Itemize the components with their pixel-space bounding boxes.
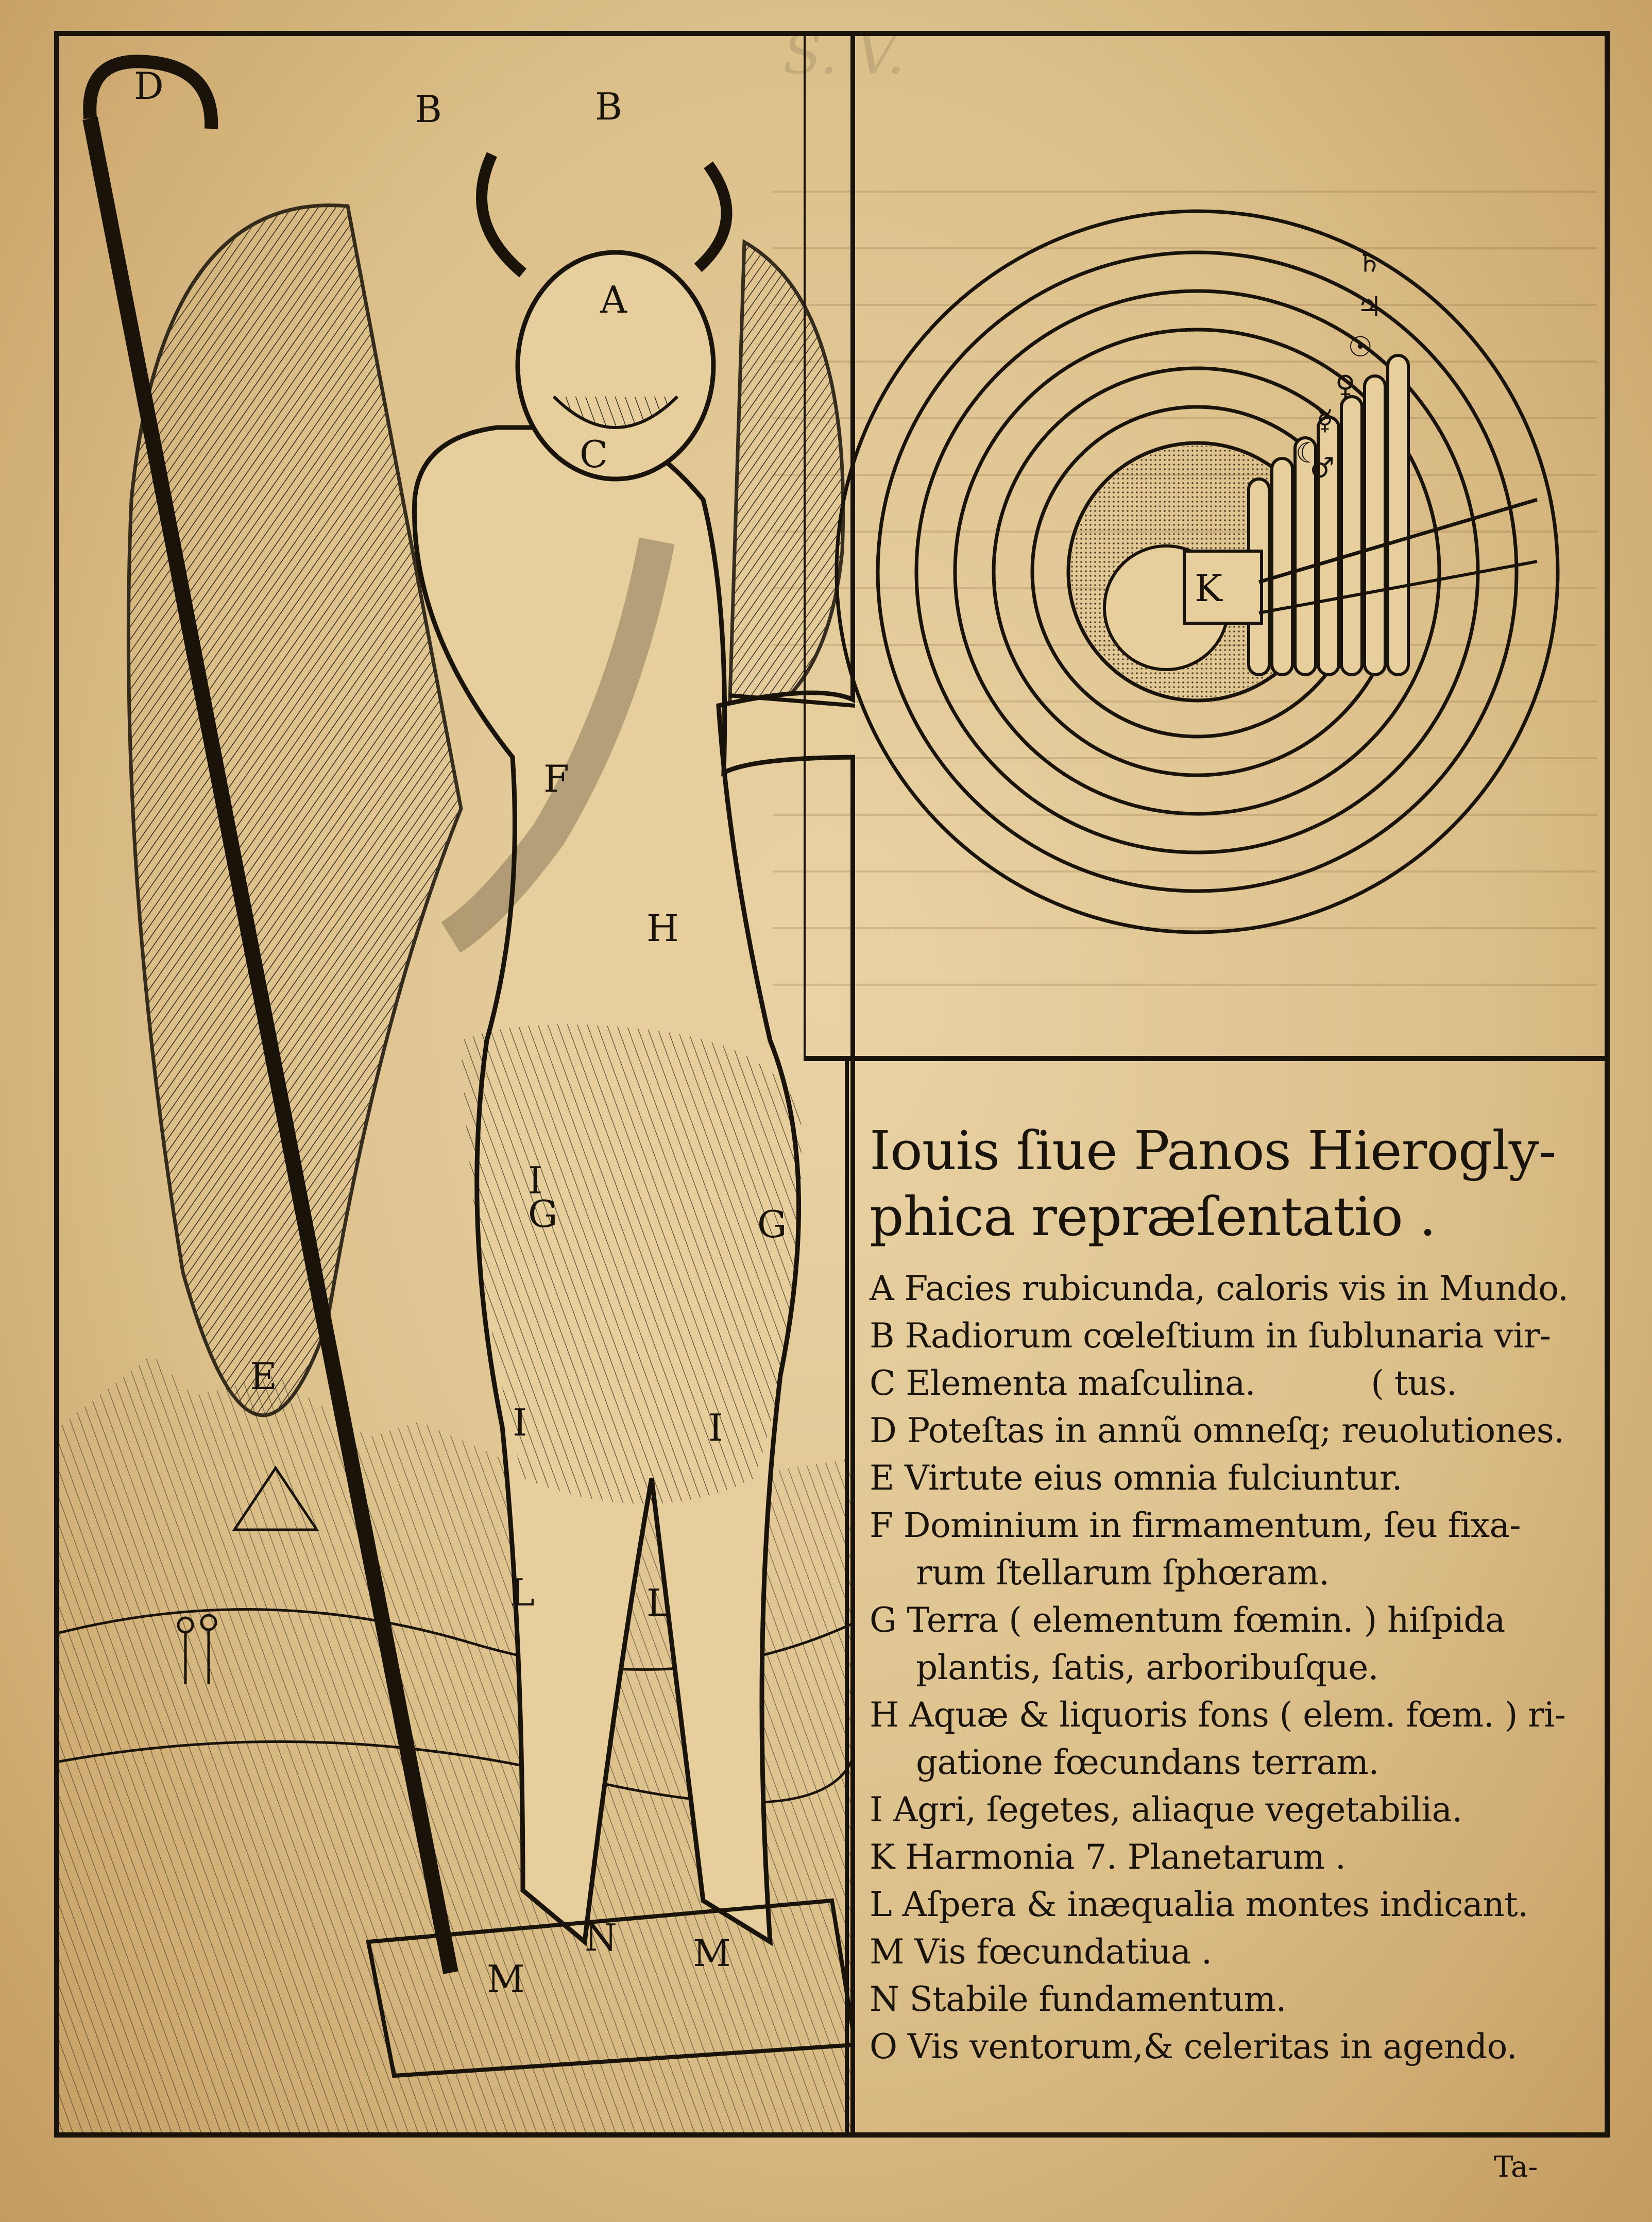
- legend-item: [870, 1976, 1592, 2023]
- legend-letter: B: [870, 1316, 894, 1356]
- legend-item: [870, 1881, 1592, 1928]
- legend-text: Agri, ſegetes, aliaque vegetabilia.: [893, 1790, 1462, 1830]
- legend-text: Terra ( elementum fœmin. ) hiſpida: [907, 1600, 1505, 1640]
- figure-letter-i-left: I: [513, 1401, 527, 1444]
- legend-letter: A: [870, 1269, 894, 1308]
- concentric-spheres-diagram: [806, 36, 1607, 1061]
- pan-pipes: [1249, 355, 1408, 675]
- pan-figure-panel: [59, 36, 855, 2132]
- figure-letter-d: D: [134, 64, 164, 108]
- legend-text: Vis ventorum,& celeritas in agendo.: [907, 2027, 1517, 2066]
- legend-letter: C: [870, 1363, 895, 1403]
- legend-letter: M: [870, 1932, 904, 1972]
- legend-text: Vis fœcundatiua .: [914, 1932, 1212, 1972]
- figure-letter-i-upper: I: [528, 1159, 543, 1202]
- legend-letter: D: [870, 1411, 897, 1450]
- figure-letter-m-right: M: [693, 1932, 731, 1975]
- planet-symbol: ☉: [1348, 331, 1373, 364]
- legend-item: [870, 1928, 1592, 1976]
- figure-letter-b-left: B: [415, 88, 442, 131]
- caption-panel: [845, 1061, 1592, 2132]
- legend-letter: N: [870, 1979, 899, 2019]
- legend-letter: K: [870, 1837, 895, 1877]
- legend-item: [870, 1312, 1592, 1360]
- figure-letter-l-right: L: [646, 1581, 671, 1625]
- legend-text: Dominium in firmamentum, ſeu fixa-: [903, 1506, 1521, 1545]
- legend-text: Aquæ & liquoris fons ( elem. fœm. ) ri-: [909, 1695, 1566, 1735]
- legend-item: [870, 1834, 1592, 1881]
- planet-symbol: ☾: [1295, 437, 1321, 470]
- legend-text: Virtute eius omnia fulciuntur.: [904, 1458, 1402, 1498]
- legend-text-continued: rum ſtellarum ſphœram.: [916, 1553, 1330, 1593]
- planet-symbol: ☿: [1316, 404, 1334, 437]
- legend-text-continued: plantis, ſatis, arboribuſque.: [916, 1648, 1379, 1687]
- caption-title-line-1: Iouis ſiue Panos Hierogly-: [870, 1119, 1556, 1182]
- legend-letter: E: [870, 1458, 894, 1498]
- figure-legend: [870, 1265, 1592, 2071]
- legend-letter: I: [870, 1790, 883, 1830]
- legend-item: [870, 1502, 1592, 1597]
- planet-symbol: ♄: [1356, 246, 1382, 279]
- legend-item: [870, 1407, 1592, 1455]
- figure-letter-c: C: [580, 433, 608, 476]
- legend-text: Aſpera & inæqualia montes indicant.: [902, 1885, 1528, 1924]
- legend-text-continued: gatione fœcundans terram.: [916, 1742, 1379, 1782]
- legend-item: [870, 1597, 1592, 1691]
- figure-letter-l-left: L: [510, 1571, 535, 1614]
- figure-letter-h: H: [646, 907, 679, 950]
- figure-letter-e: E: [250, 1355, 277, 1398]
- figure-letter-g-right: G: [757, 1203, 787, 1246]
- legend-item: [870, 1265, 1592, 1312]
- legend-item: [870, 1455, 1592, 1502]
- legend-text: Facies rubicunda, caloris vis in Mundo.: [904, 1269, 1569, 1308]
- legend-letter: H: [870, 1695, 899, 1735]
- legend-item: [870, 1360, 1592, 1407]
- legend-text: Radiorum cœleſtium in ſublunaria vir-: [905, 1316, 1551, 1356]
- figure-letter-b-right: B: [595, 85, 622, 128]
- right-horn: [698, 165, 727, 268]
- planet-symbol: ♃: [1357, 290, 1382, 323]
- legend-letter: F: [870, 1506, 893, 1545]
- legend-item: [870, 2023, 1592, 2071]
- figure-letter-f: F: [543, 757, 569, 800]
- legend-item: [870, 1786, 1592, 1834]
- figure-letter-i-right: I: [708, 1406, 723, 1449]
- planet-symbol: ♂: [1309, 451, 1335, 484]
- legend-letter: G: [870, 1600, 897, 1640]
- figure-letter-a: A: [600, 278, 627, 321]
- planet-symbol: ♀: [1335, 369, 1356, 402]
- legend-text: Harmonia 7. Planetarum .: [905, 1837, 1346, 1877]
- show-through-heading: S. V.: [783, 21, 905, 87]
- legend-text: Elementa maſculina. ( tus.: [906, 1363, 1457, 1403]
- legend-item: [870, 1691, 1592, 1786]
- figure-letter-n: N: [585, 1916, 617, 1959]
- legend-letter: L: [870, 1885, 892, 1924]
- pan-woodcut-illustration: [59, 36, 855, 2132]
- legend-text: Stabile fundamentum.: [909, 1979, 1286, 2019]
- left-horn: [482, 155, 523, 273]
- figure-letter-k: K: [1195, 567, 1222, 610]
- figure-letter-m-left: M: [487, 1957, 525, 2001]
- legend-text: Poteſtas in annũ omneſq; reuolutiones.: [907, 1411, 1564, 1450]
- caption-title-line-2: phica repræſentatio .: [870, 1185, 1436, 1248]
- left-wing: [128, 206, 461, 1415]
- catchword: Ta-: [1494, 2150, 1538, 2184]
- legend-letter: O: [870, 2027, 897, 2066]
- planetary-harmony-panel: [804, 36, 1605, 1061]
- figure-letter-g-left: G: [528, 1192, 558, 1236]
